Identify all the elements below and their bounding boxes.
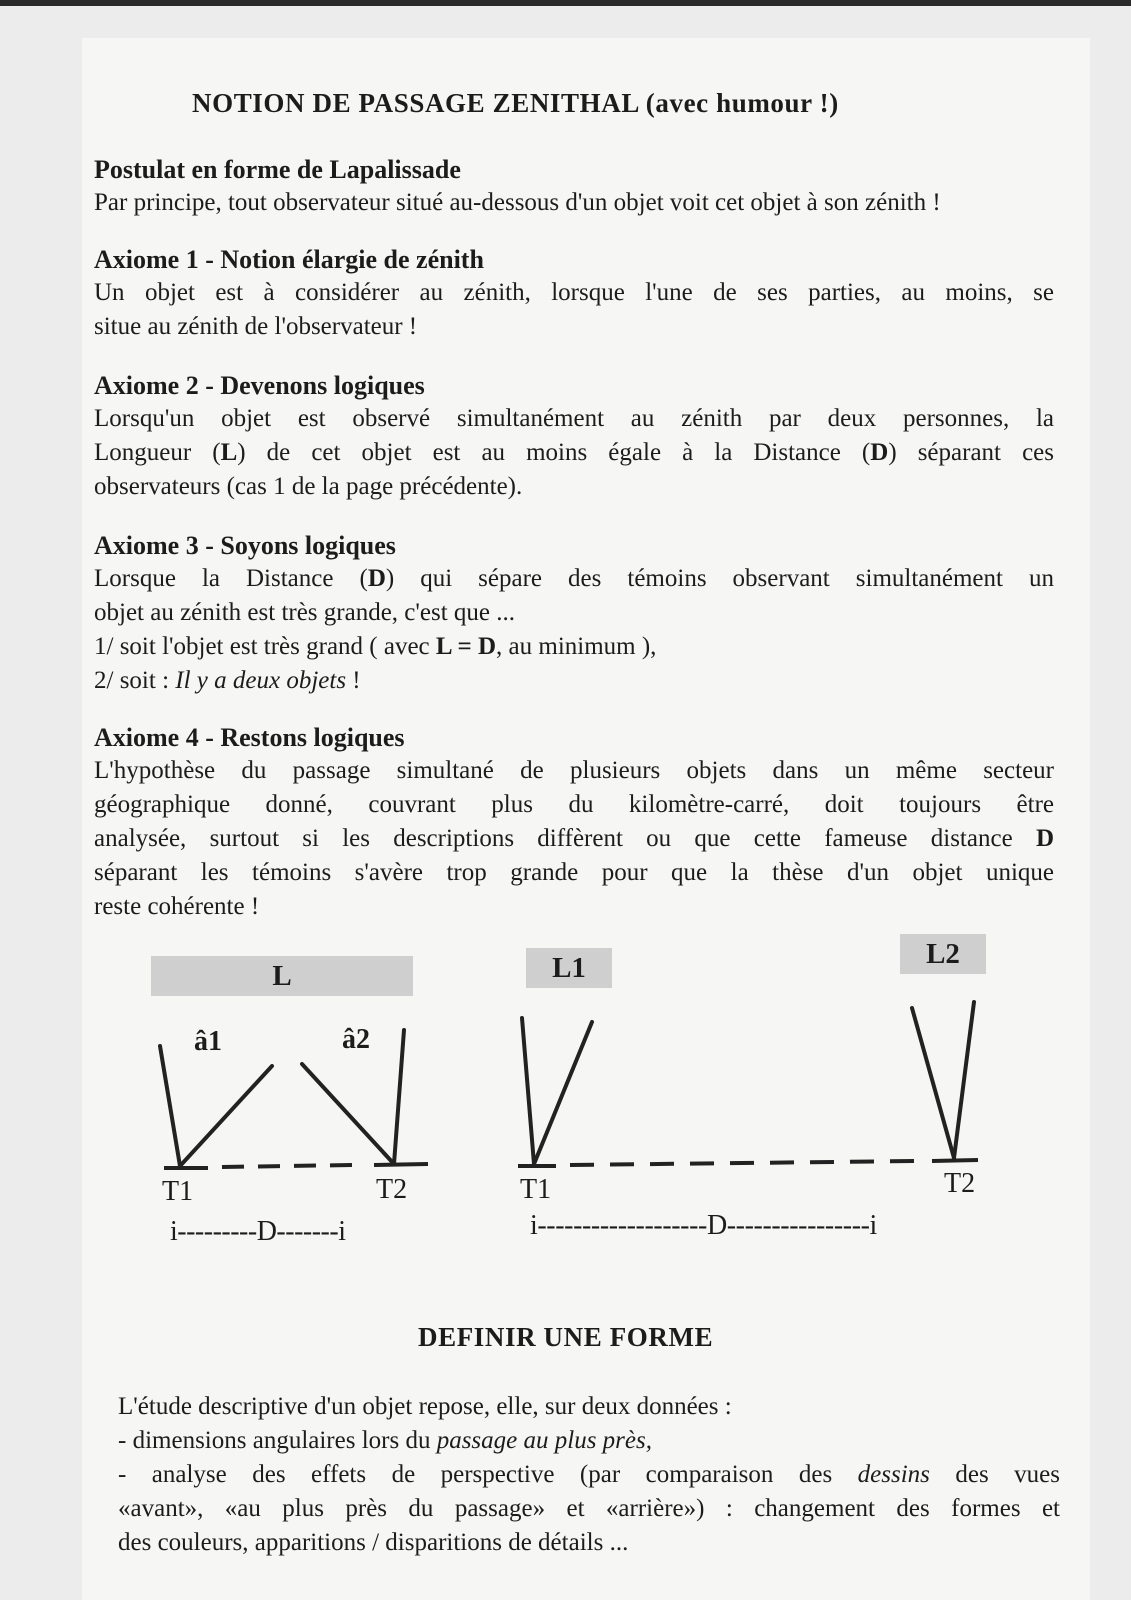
angle-label-a1: â1 <box>194 1026 222 1057</box>
postulat-section <box>94 154 1054 220</box>
axiome2-line2c: ) de cet objet est au moins égale à la Distance ( <box>237 439 871 466</box>
axiome4-line3a: analysée, surtout si les descriptions diffèrent ou que cette fameuse distance <box>94 825 1036 852</box>
axiome1-text <box>94 276 1054 344</box>
axiome2-line2e: ) séparant ces <box>888 439 1054 466</box>
axiome2-line3: observateurs (cas 1 de la page précédente). <box>94 473 523 500</box>
axiome4-line2: géographique donné, couvrant plus du kilomètre-carré, doit toujours être <box>94 791 1054 818</box>
postulat-text <box>94 186 1054 220</box>
axiome2-line2b: L <box>220 439 238 466</box>
length-bar-l2 <box>900 934 986 974</box>
axiome3-heading: Axiome 3 - Soyons logiques <box>94 531 396 560</box>
length-bar-l <box>151 956 413 996</box>
axiome2-section <box>94 370 1054 504</box>
axiome3-text <box>94 562 1054 698</box>
axiome4-line3 <box>94 822 1054 856</box>
angle-label-a2: â2 <box>342 1024 370 1055</box>
section2-line5: des couleurs, apparitions / disparitions de détails ... <box>118 1529 629 1556</box>
axiome4-line3b: D <box>1035 825 1054 852</box>
section2-heading: DEFINIR UNE FORME <box>418 1322 714 1352</box>
distance-right: i-------------------D----------------i <box>530 1210 877 1241</box>
axiome3-line1b: D <box>367 565 386 592</box>
axiome4-heading: Axiome 4 - Restons logiques <box>94 723 405 752</box>
postulat-line: Par principe, tout observateur situé au-dessous d'un objet voit cet objet à son zénith ! <box>94 189 941 216</box>
axiome4-text <box>94 754 1054 924</box>
postulat-heading: Postulat en forme de Lapalissade <box>94 155 461 184</box>
section2-line2a: - dimensions angulaires lors du <box>118 1427 437 1454</box>
section2-text <box>118 1390 1060 1560</box>
page-title: NOTION DE PASSAGE ZENITHAL (avec humour !) <box>192 88 839 118</box>
section2-line2b: passage au plus près, <box>436 1427 652 1454</box>
axiome3-line3b: L = D <box>435 633 497 660</box>
axiome3-line3 <box>94 630 1054 664</box>
axiome3-line4a: 2/ soit : <box>94 667 176 694</box>
length-bar-l-label: L <box>272 959 292 992</box>
section2-line2 <box>118 1424 1060 1458</box>
axiome2-line2a: Longueur ( <box>94 439 221 466</box>
axiome2-text <box>94 402 1054 504</box>
section2-line3 <box>118 1458 1060 1492</box>
section2-line1: L'étude descriptive d'un objet repose, elle, sur deux données : <box>118 1393 732 1420</box>
axiome4-line1: L'hypothèse du passage simultané de plusieurs objets dans un même secteur <box>94 757 1054 784</box>
axiome1-section <box>94 244 1054 344</box>
axiome3-line4 <box>94 664 1054 698</box>
axiome2-line2d: D <box>870 439 889 466</box>
section2-line3b: dessins <box>857 1461 930 1488</box>
observer-t2-left: T2 <box>376 1174 408 1205</box>
section2-line4: «avant», «au plus près du passage» et «arrière») : changement des formes et <box>118 1495 1060 1522</box>
distance-left: i---------D-------i <box>170 1216 346 1247</box>
axiome1-heading: Axiome 1 - Notion élargie de zénith <box>94 245 484 274</box>
axiome3-line1c: ) qui sépare des témoins observant simultanément un <box>385 565 1054 592</box>
observer-t1-right: T1 <box>520 1174 552 1205</box>
axiome3-section <box>94 530 1054 698</box>
axiome3-line2: objet au zénith est très grande, c'est que ... <box>94 599 516 626</box>
length-bar-l1-label: L1 <box>552 951 586 984</box>
observer-t1-left: T1 <box>162 1176 194 1207</box>
axiome1-line1: Un objet est à considérer au zénith, lorsque l'une de ses parties, au moins, se <box>94 279 1054 306</box>
axiome4-line5: reste cohérente ! <box>94 893 260 920</box>
axiome3-line4c: ! <box>346 667 361 694</box>
section2-line3c: des vues <box>929 1461 1060 1488</box>
axiome1-line2: situe au zénith de l'observateur ! <box>94 313 418 340</box>
axiome3-line3c: , au minimum ), <box>496 633 657 660</box>
axiome2-line1: Lorsqu'un objet est observé simultanément au zénith par deux personnes, la <box>94 405 1054 432</box>
length-bar-l2-label: L2 <box>926 937 960 970</box>
axiome2-heading: Axiome 2 - Devenons logiques <box>94 371 425 400</box>
section2-line3a: - analyse des effets de perspective (par comparaison des <box>118 1461 858 1488</box>
axiome3-line3a: 1/ soit l'objet est très grand ( avec <box>94 633 436 660</box>
axiome4-section <box>94 722 1054 924</box>
length-bar-l1 <box>526 948 612 988</box>
axiome4-line4: séparant les témoins s'avère trop grande pour que la thèse d'un objet unique <box>94 859 1054 886</box>
axiome3-line1 <box>94 562 1054 596</box>
axiome2-line2 <box>94 436 1054 470</box>
observer-t2-right: T2 <box>944 1168 976 1199</box>
axiome3-line4b: Il y a deux objets <box>175 667 347 694</box>
axiome3-line1a: Lorsque la Distance ( <box>94 565 368 592</box>
